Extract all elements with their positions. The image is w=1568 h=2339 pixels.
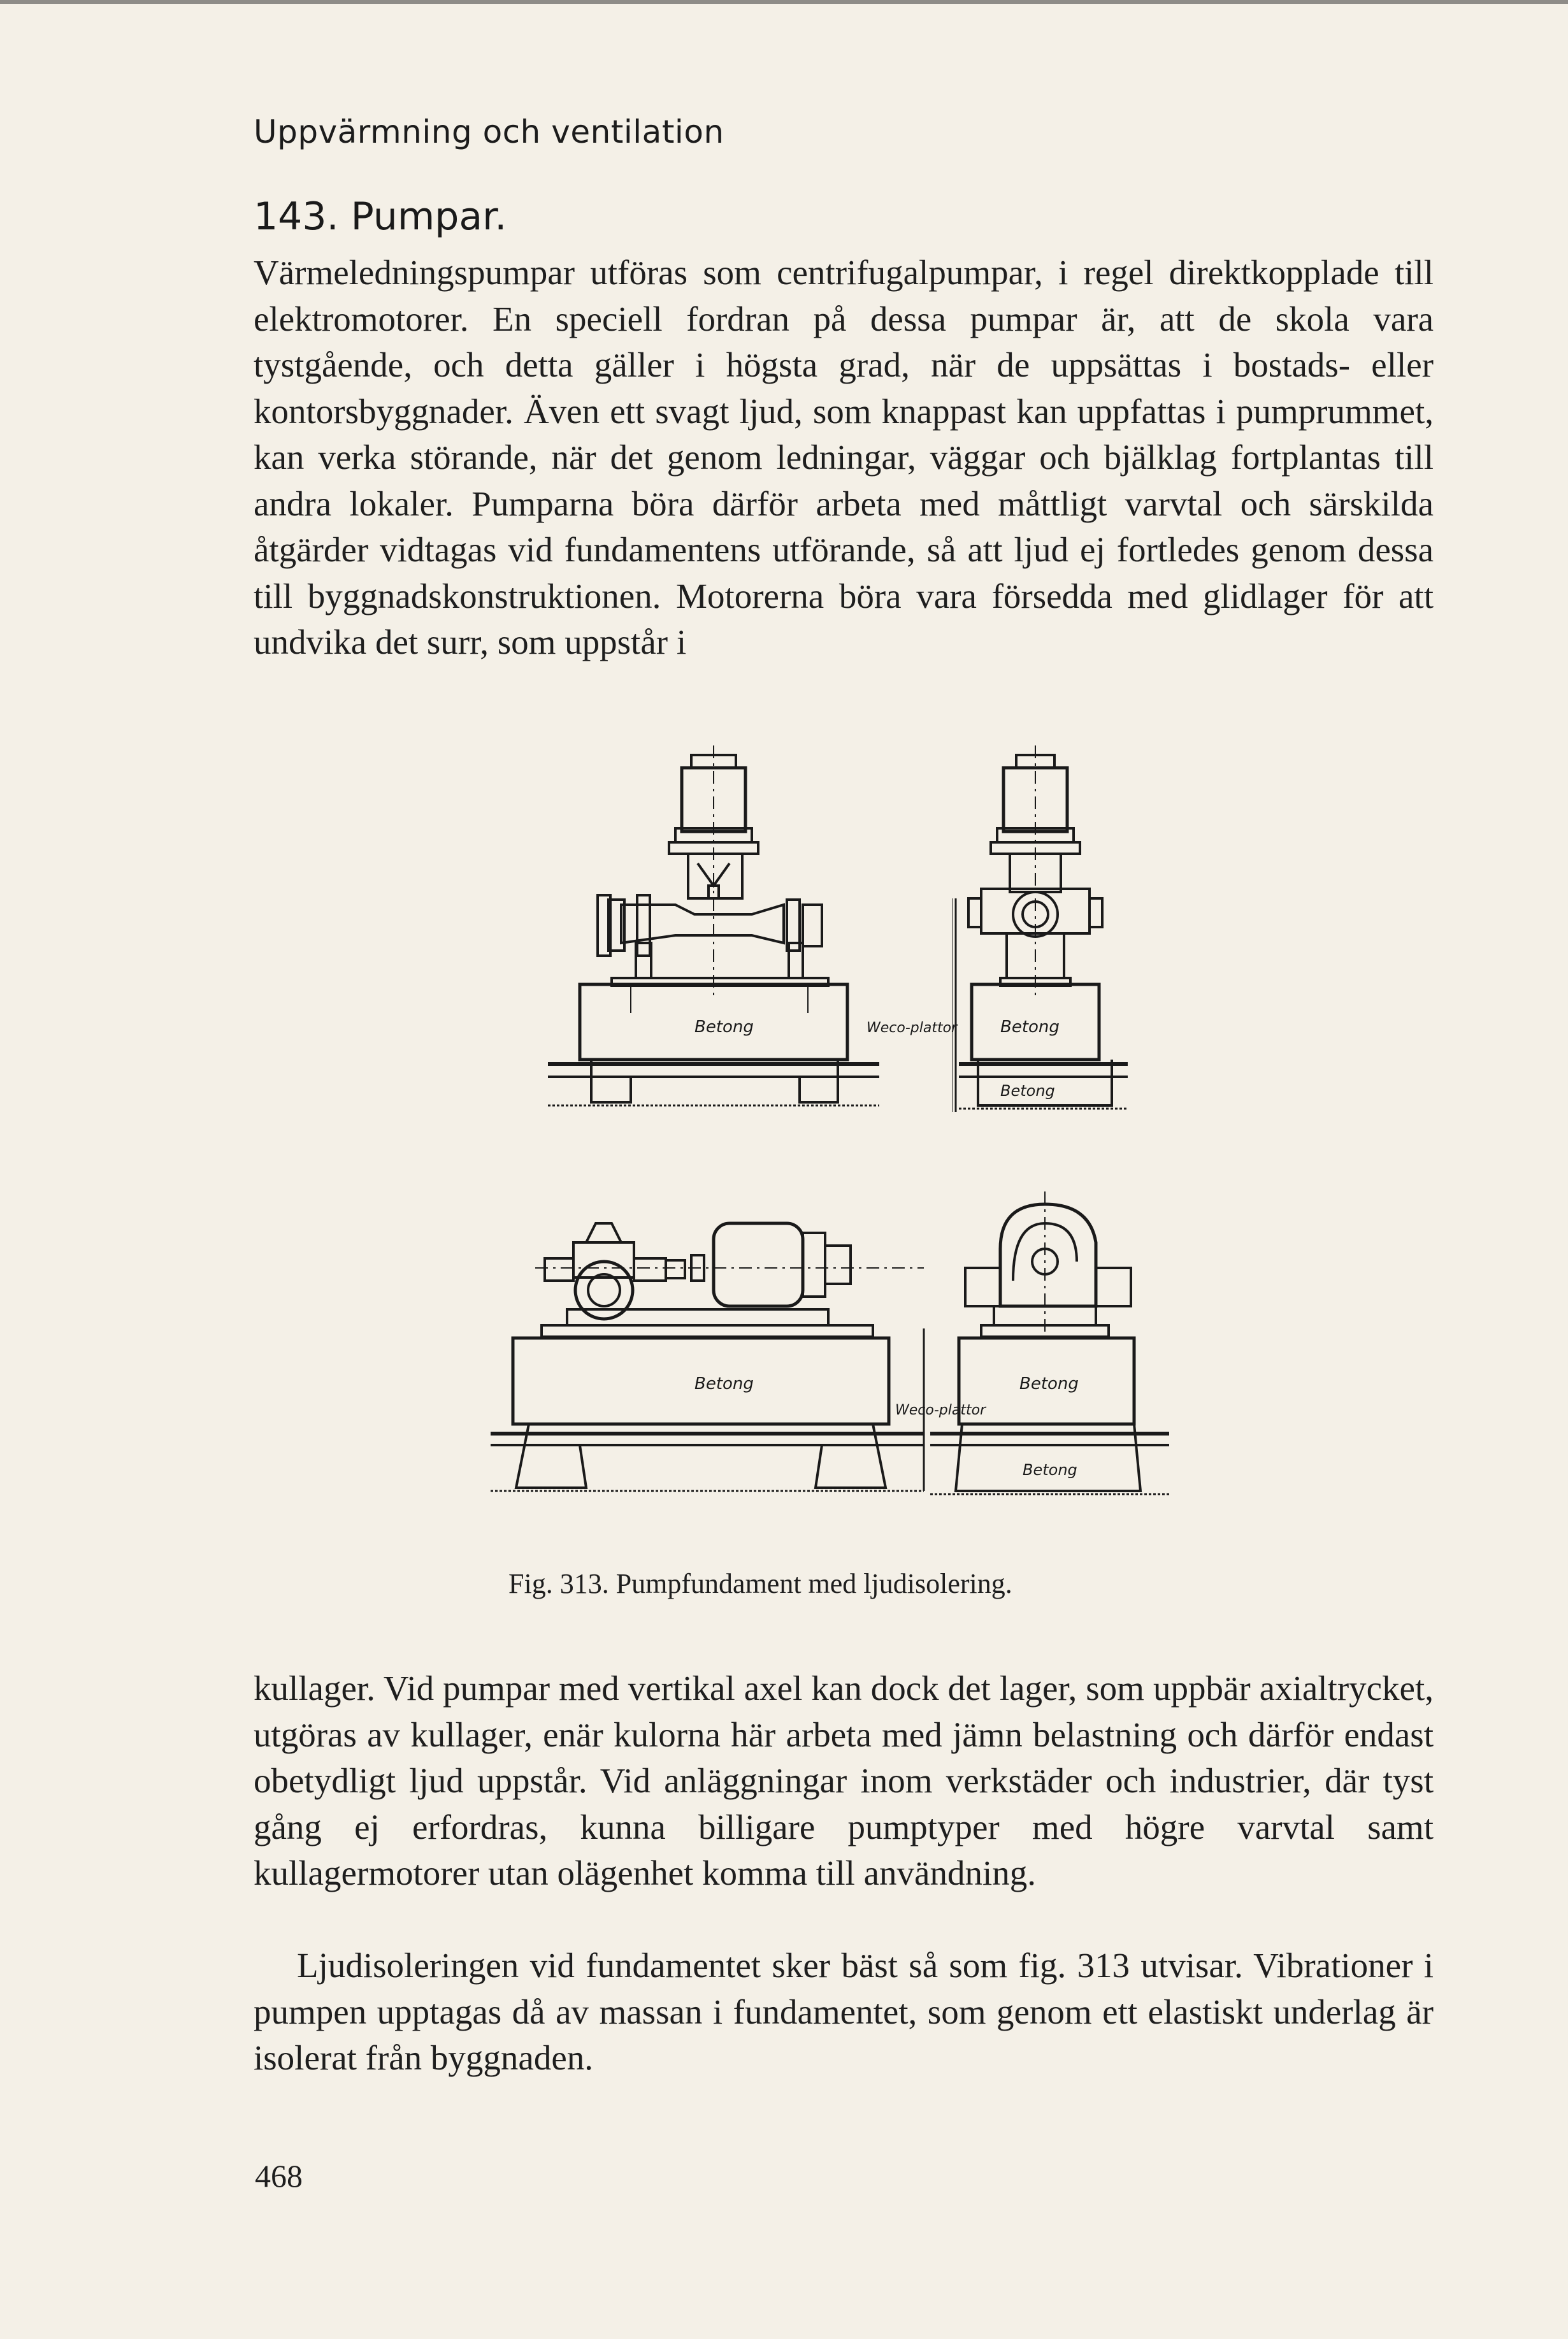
label-bottom-left-block: Betong: [694, 1374, 754, 1393]
label-bottom-floor: Betong: [1023, 1461, 1077, 1479]
page-number: 468: [255, 2158, 303, 2194]
label-bottom-side-block: Betong: [1019, 1374, 1079, 1393]
paragraph-2: kullager. Vid pumpar med vertikal axel kan dock det lager, som uppbär axialtrycket, utgöras av kullager, enär kulorna här arbeta med jämn belastning och därför endast obetydligt ljud uppstår. Vid anläggningar inom verkstäder och industrier, där tyst gång ej erfordras, kunna billigare pumptyper med högre varvtal samt kullagermotorer utan olägenhet komma till användning.: [254, 1669, 1434, 1892]
top-right-pump-drawing: [959, 745, 1128, 1109]
label-top-floor: Betong: [1000, 1082, 1055, 1100]
label-top-side-block: Betong: [1000, 1018, 1060, 1037]
paragraph-3: Ljudisoleringen vid fundamentet sker bäst så som fig. 313 utvisar. Vibrationer i pumpen upptagas då av massan i fundamentet, som genom ett elastiskt underlag är isolerat från byggnaden.: [254, 1946, 1434, 2077]
bottom-left-pump-drawing: [491, 1223, 924, 1491]
label-bottom-pad: Weco-plattor: [895, 1402, 986, 1418]
top-edge-line: [0, 0, 1568, 4]
paragraph-1: Värmeledningspumpar utföras som centrifugalpumpar, i regel direktkopplade till elektromotorer. En speciell fordran på dessa pumpar är, att de skola vara tystgående, och detta gäller i högsta grad, när de uppsättas i bostads- eller kontorsbyggnader. Även ett svagt ljud, som knappast kan uppfattas i pumprummet, kan verka störande, när det genom ledningar, väggar och bjälklag fortplantas till andra lokaler. Pumparna böra därför arbeta med måttligt varvtal och särskilda åtgärder vidtagas vid fundamentens utförande, så att ljud ej fortledes genom dessa till byggnadskonstruktionen. Motorerna böra vara försedda med glidlager för att undvika det surr, som uppstår i: [254, 253, 1434, 661]
figure-313-pump-foundations: [484, 733, 1198, 1561]
label-top-pad: Weco-plattor: [867, 1020, 958, 1036]
section-title: 143. Pumpar.: [254, 194, 507, 239]
running-head: Uppvärmning och ventilation: [254, 113, 724, 150]
figure-caption: Fig. 313. Pumpfundament med ljudisolering.: [508, 1568, 1012, 1599]
label-top-left-block: Betong: [694, 1018, 754, 1037]
bottom-right-pump-drawing: [930, 1191, 1169, 1494]
top-left-pump-drawing: [548, 745, 879, 1105]
